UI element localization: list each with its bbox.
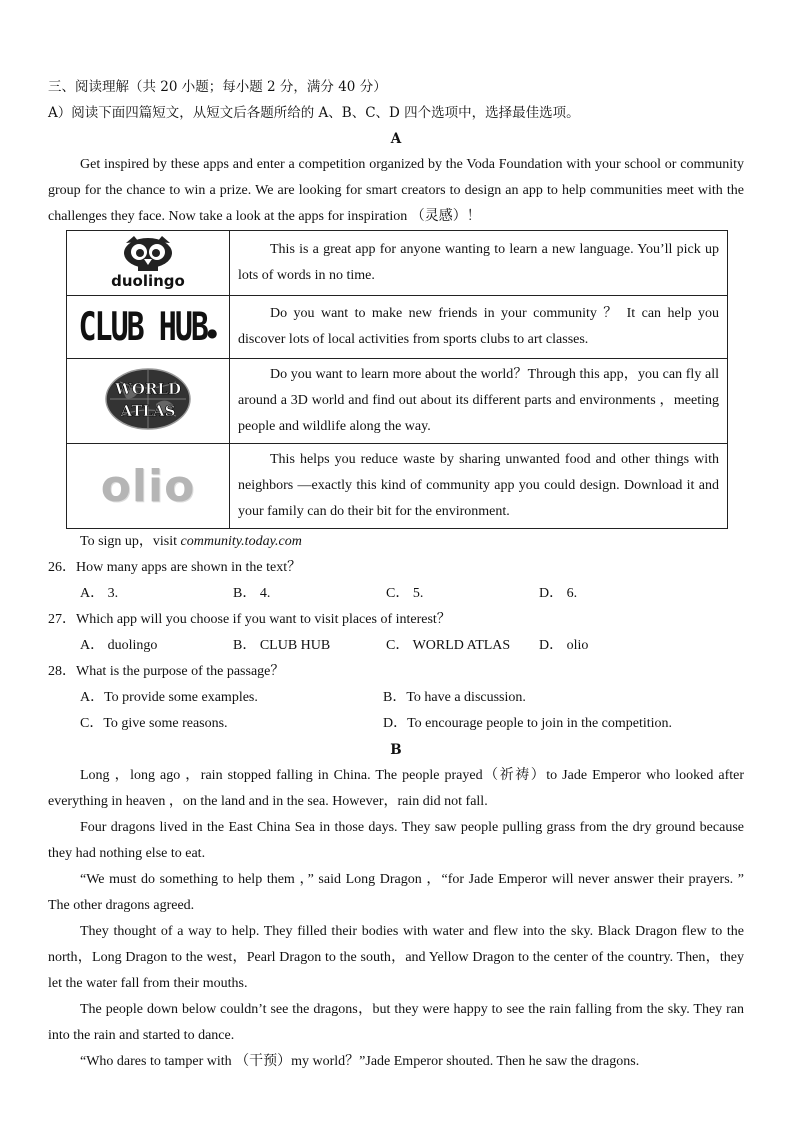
registered-mark-icon: ● <box>207 325 218 340</box>
passage-b-label: B <box>390 742 402 758</box>
passage-b-paragraph: Four dragons lived in the East China Sea in those days. They saw people pulling grass from the dry ground because they had nothing else to eat. <box>48 820 744 861</box>
worldatlas-description: Do you want to learn more about the world？Through this app，you can fly all around a 3D world and find out about its different parts and environments ，meeting people and wildlife along the way. <box>230 359 728 444</box>
passage-b-paragraph: “Who dares to tamper with （干预）my world？”Jade Emperor shouted. Then he saw the dragons. <box>80 1054 640 1069</box>
question-28-options-row2 <box>48 711 744 737</box>
passage-b-paragraph: Long ，long ago ，rain stopped falling in China. The people prayed（祈祷）to Jade Emperor who looked after everything in heaven ，on the land and in the sea. However，rain did not fall. <box>48 768 744 809</box>
worldatlas-logo-top: WORLD <box>115 380 181 398</box>
question-28-options-row1 <box>48 685 744 711</box>
signup-line <box>48 529 744 555</box>
duolingo-description: This is a great app for anyone wanting to learn a new language. You’ll pick up lots of words in no time. <box>230 231 728 296</box>
question-26-options <box>48 581 744 607</box>
option-b: B． 4. <box>233 586 271 601</box>
worldatlas-logo <box>67 359 230 444</box>
app-row-worldatlas <box>67 359 728 444</box>
olio-logo-text: olio <box>100 460 196 512</box>
clubhub-logo <box>67 296 230 359</box>
passage-b-paragraph: “We must do something to help them ，” said Long Dragon ，“for Jade Emperor will never answer their prayers. ” The other dragons agreed. <box>48 872 744 913</box>
olio-description: This helps you reduce waste by sharing unwanted food and other things with neighbors —exactly this kind of community app you could design. Download it and your family can do their bit for the environment. <box>230 444 728 529</box>
option-a: A．To provide some examples. <box>80 690 258 705</box>
option-c: C．To give some reasons. <box>80 716 228 731</box>
option-a: A． 3. <box>80 586 119 601</box>
option-c: C． WORLD ATLAS <box>386 638 511 653</box>
question-26: 26．How many apps are shown in the text？ <box>48 560 302 575</box>
option-d: D．To encourage people to join in the competition. <box>383 716 673 731</box>
option-d: D． olio <box>539 638 589 653</box>
question-27-options <box>48 633 744 659</box>
app-row-duolingo <box>67 231 728 296</box>
worldatlas-logo-bottom: ATLAS <box>120 402 176 420</box>
passage-a-label: A <box>390 131 402 147</box>
question-27: 27．Which app will you choose if you want to visit places of interest？ <box>48 612 451 627</box>
option-b: B．To have a discussion. <box>383 690 526 705</box>
exam-page <box>48 74 744 1075</box>
passage-a-intro: Get inspired by these apps and enter a competition organized by the Voda Foundation with your school or community group for the chance to win a prize. We are looking for smart creators to design an app to help communities meet with the challenges they face. Now take a look at the apps for inspiration （灵感）！ <box>48 157 744 224</box>
app-row-clubhub <box>67 296 728 359</box>
option-c: C． 5. <box>386 586 424 601</box>
section-heading: 三、阅读理解（共 20 小题；每小题 2 分，满分 40 分） <box>48 79 387 95</box>
signup-prefix: To sign up，visit <box>80 534 181 549</box>
passage-b-paragraph: The people down below couldn’t see the dragons，but they were happy to see the rain falling from the sky. They ran into the rain and started to dance. <box>48 1002 744 1043</box>
owl-icon <box>93 233 203 289</box>
signup-url: community.today.com <box>180 534 302 549</box>
option-b: B． CLUB HUB <box>233 638 331 653</box>
section-instructions: A）阅读下面四篇短文，从短文后各题所给的 A、B、C、D 四个选项中，选择最佳选项。 <box>48 105 580 121</box>
duolingo-logo <box>67 231 230 296</box>
app-row-olio <box>67 444 728 529</box>
option-a: A． duolingo <box>80 638 158 653</box>
passage-b-paragraph: They thought of a way to help. They filled their bodies with water and flew into the sky. Black Dragon flew to the north，Long Dragon to the west，Pearl Dragon to the south，and Yellow Dragon to the center of the country. Then，they let the water fall from their mouths. <box>48 924 744 991</box>
apps-table <box>66 230 728 529</box>
olio-logo <box>67 444 230 529</box>
clubhub-logo-text: CLUB HUB <box>78 304 207 350</box>
option-d: D． 6. <box>539 586 578 601</box>
question-28: 28．What is the purpose of the passage？ <box>48 664 285 679</box>
clubhub-description: Do you want to make new friends in your community ？ It can help you discover lots of local activities from sports clubs to art classes. <box>230 296 728 359</box>
duolingo-logo-text: duolingo <box>111 272 185 289</box>
globe-icon <box>100 366 196 432</box>
